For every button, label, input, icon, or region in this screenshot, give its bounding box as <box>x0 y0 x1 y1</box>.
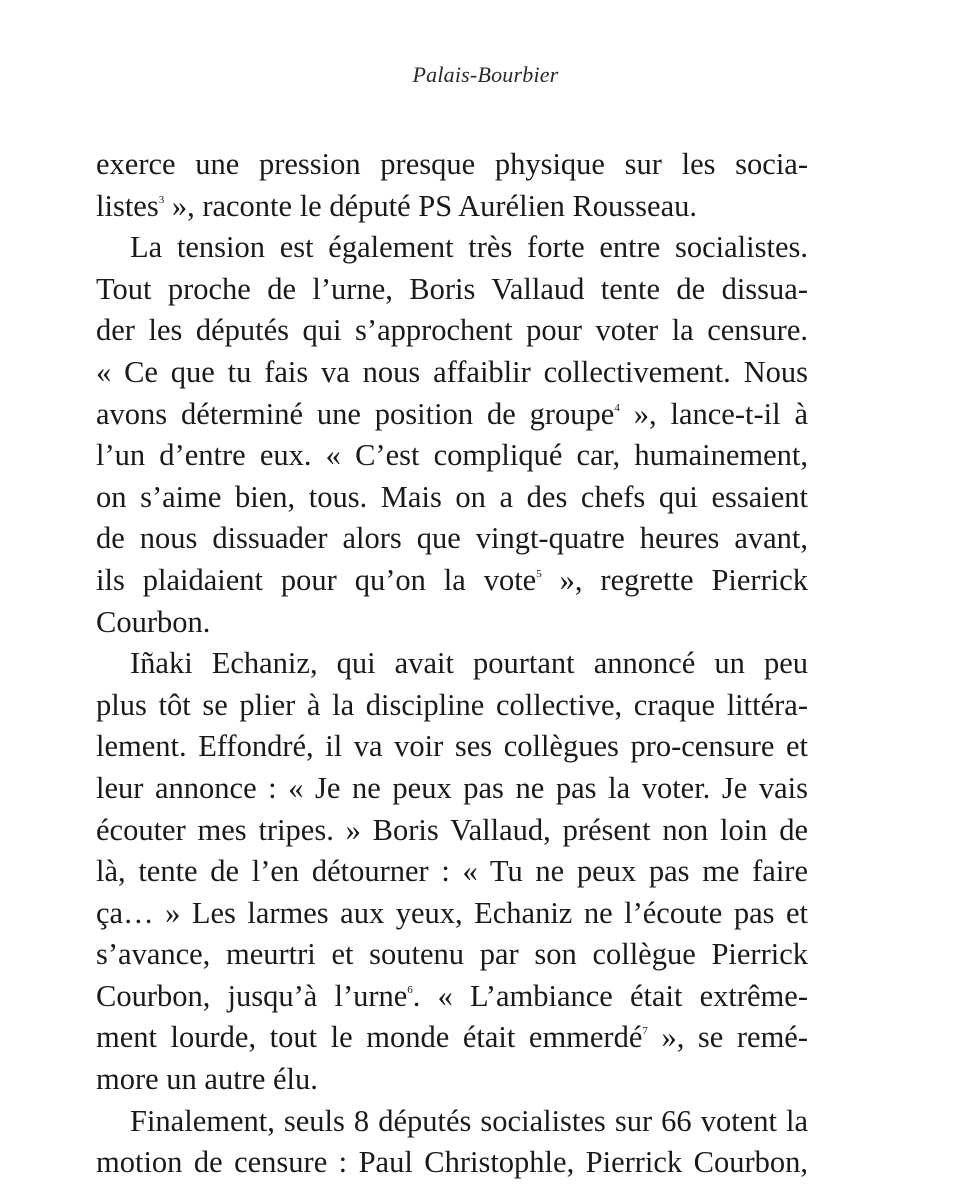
text-line: listes$^3$ », raconte le député PS Aurélien Rousseau. <box>96 188 697 223</box>
body-text <box>96 144 808 1184</box>
text-line: Courbon. <box>96 604 211 639</box>
text-line: Iñaki Echaniz, qui avait pourtant annoncé un peu <box>130 646 808 681</box>
text-line: on s’aime bien, tous. Mais on a des chefs qui essaient <box>96 479 808 514</box>
text-line: motion de censure : Paul Christophle, Pierrick Courbon, <box>96 1145 808 1180</box>
text-line: leur annonce : « Je ne peux pas ne pas la voter. Je vais <box>96 770 808 805</box>
text-line: der les députés qui s’approchent pour voter la censure. <box>96 313 808 348</box>
text-line: more un autre élu. <box>96 1062 318 1097</box>
paragraph <box>96 144 808 227</box>
footnote-ref[interactable]: 4 <box>614 401 620 414</box>
paragraph <box>96 227 808 643</box>
footnote-ref[interactable]: 5 <box>536 567 542 580</box>
text-line: La tension est également très forte entre socialistes. <box>130 230 808 265</box>
text-line: plus tôt se plier à la discipline collective, craque littéra- <box>96 687 808 722</box>
footnote-ref[interactable]: 7 <box>642 1025 648 1038</box>
text-line: exerce une pression presque physique sur les socia- <box>96 147 808 181</box>
text-line: Finalement, seuls 8 députés socialistes sur 66 votent la <box>130 1103 808 1138</box>
paragraph <box>96 1101 808 1184</box>
text-line: avons déterminé une position de groupe$^4$ », lance-t-il à <box>96 396 808 431</box>
running-title: Palais-Bourbier <box>412 62 559 87</box>
text-line: s’avance, meurtri et soutenu par son collègue Pierrick <box>96 937 808 972</box>
text-line: ment lourde, tout le monde était emmerdé$^7$ », se remé- <box>96 1020 808 1055</box>
text-line: « Ce que tu fais va nous affaiblir collectivement. Nous <box>96 354 808 389</box>
text-line: l’un d’entre eux. « C’est compliqué car, humainement, <box>96 438 808 473</box>
text-line: de nous dissuader alors que vingt-quatre heures avant, <box>96 521 808 556</box>
text-line: là, tente de l’en détourner : « Tu ne peux pas me faire <box>96 854 808 889</box>
text-line: ils plaidaient pour qu’on la vote$^5$ », regrette Pierrick <box>96 562 808 597</box>
paragraph <box>96 643 808 1101</box>
text-line: Tout proche de l’urne, Boris Vallaud tente de dissua- <box>96 271 808 306</box>
text-line: ça… » Les larmes aux yeux, Echaniz ne l’écoute pas et <box>96 895 808 930</box>
text-line: écouter mes tripes. » Boris Vallaud, présent non loin de <box>96 812 808 847</box>
text-line: lement. Effondré, il va voir ses collègues pro-censure et <box>96 729 808 764</box>
footnote-ref[interactable]: 6 <box>407 983 413 996</box>
footnote-ref[interactable]: 3 <box>158 193 165 206</box>
text-line: Courbon, jusqu’à l’urne$^6$. « L’ambiance était extrême- <box>96 978 808 1013</box>
